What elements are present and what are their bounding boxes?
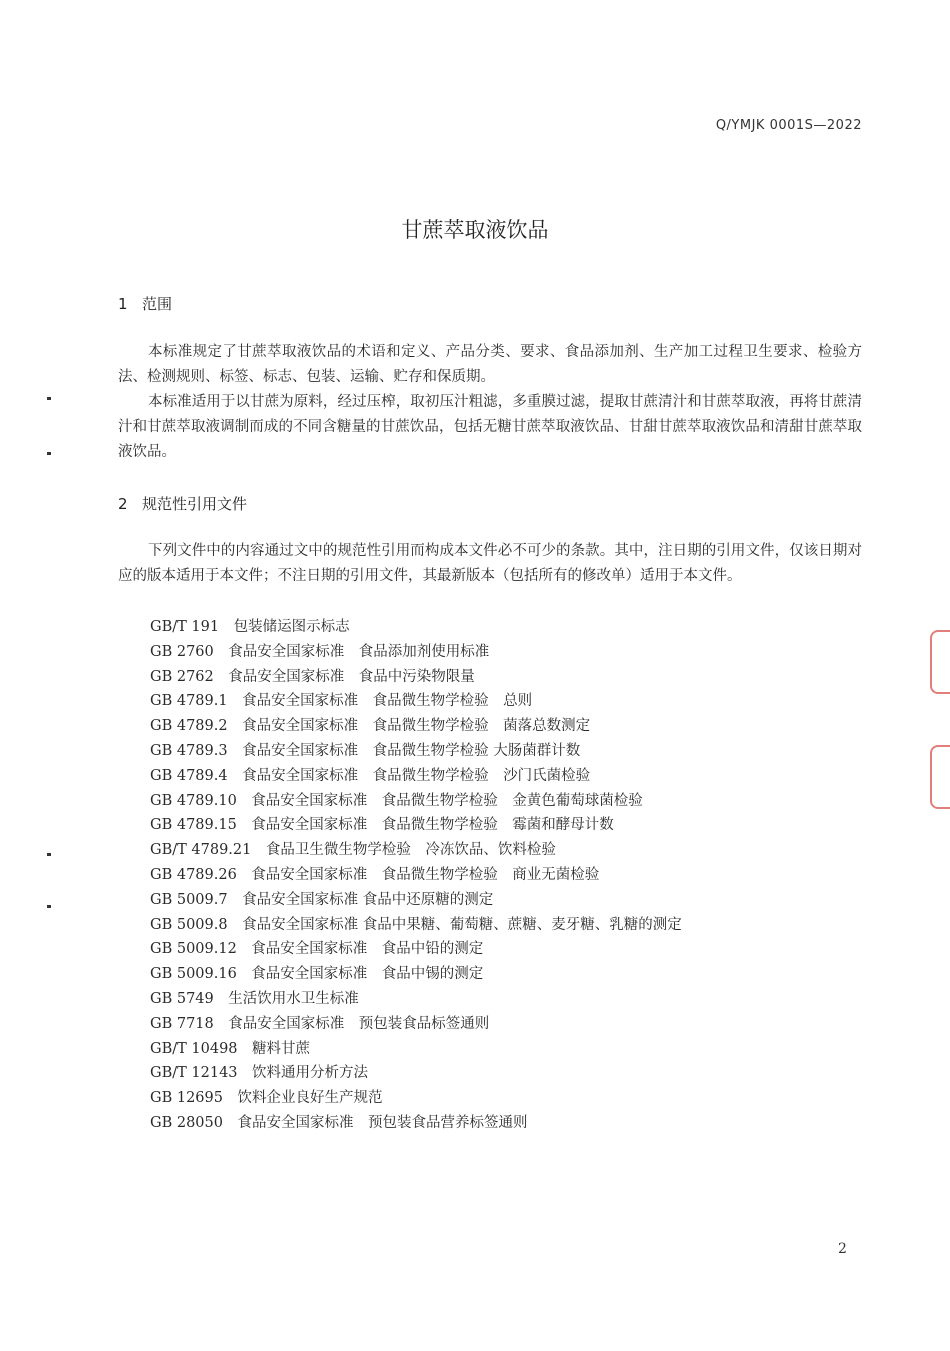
reference-item: GB 4789.26 食品安全国家标准 食品微生物学检验 商业无菌检验 [150,866,600,883]
reference-item: GB 2760 食品安全国家标准 食品添加剂使用标准 [150,643,490,660]
section-title: 规范性引用文件 [142,495,248,513]
section-number: 1 [118,295,128,313]
reference-item: GB 5749 生活饮用水卫生标准 [150,990,359,1007]
reference-item: GB 4789.4 食品安全国家标准 食品微生物学检验 沙门氏菌检验 [150,767,591,784]
reference-item: GB 5009.12 食品安全国家标准 食品中铅的测定 [150,941,484,958]
reference-item: GB 4789.2 食品安全国家标准 食品微生物学检验 菌落总数测定 [150,718,591,735]
reference-item: GB 5009.7 食品安全国家标准 食品中还原糖的测定 [150,891,494,908]
scan-mark [47,905,51,908]
reference-item: GB/T 10498 糖料甘蔗 [150,1040,311,1057]
reference-item: GB 5009.8 食品安全国家标准 食品中果糖、葡萄糖、蔗糖、麦牙糖、乳糖的测定 [150,916,682,933]
reference-item: GB 4789.10 食品安全国家标准 食品微生物学检验 金黄色葡萄球菌检验 [150,792,643,809]
page-number: 2 [838,1241,847,1257]
standard-code: Q/YMJK 0001S—2022 [715,118,862,133]
document-title: 甘蔗萃取液饮品 [401,218,549,242]
scope-paragraph-1: 本标准规定了甘蔗萃取液饮品的术语和定义、产品分类、要求、食品添加剂、生产加工过程卫生要求、检验方法、检测规则、标签、标志、包装、运输、贮存和保质期。 [118,344,862,385]
reference-item: GB 4789.1 食品安全国家标准 食品微生物学检验 总则 [150,693,533,710]
reference-item: GB/T 191 包装储运图示标志 [150,619,350,635]
reference-item: GB 5009.16 食品安全国家标准 食品中锡的测定 [150,966,484,983]
reference-item: GB/T 12143 饮料通用分析方法 [150,1065,369,1082]
section-title: 范围 [142,295,173,313]
reference-item: GB 4789.3 食品安全国家标准 食品微生物学检验 大肠菌群计数 [150,742,581,759]
scan-mark [47,452,51,455]
section-2-heading [118,493,247,514]
reference-item: GB 7718 食品安全国家标准 预包装食品标签通则 [150,1015,490,1032]
scope-paragraph-2: 本标准适用于以甘蔗为原料，经过压榨，取初压汁粗滤，多重膜过滤，提取甘蔗清汁和甘蔗萃取液，再将甘蔗清汁和甘蔗萃取液调制而成的不同含糖量的甘蔗饮品，包括无糖甘蔗萃取液饮品、甘甜甘蔗萃取液饮品和清甜甘蔗萃取液饮品。 [118,394,862,460]
reference-item: GB 4789.15 食品安全国家标准 食品微生物学检验 霉菌和酵母计数 [150,817,614,834]
reference-item: GB 28050 食品安全国家标准 预包装食品营养标签通则 [150,1114,528,1131]
reference-item: GB 12695 饮料企业良好生产规范 [150,1090,383,1107]
scan-mark [47,853,51,856]
reference-item: GB/T 4789.21 食品卫生微生物学检验 冷冻饮品、饮料检验 [150,842,556,859]
references-intro: 下列文件中的内容通过文中的规范性引用而构成本文件必不可少的条款。其中，注日期的引用文件，仅该日期对应的版本适用于本文件；不注日期的引用文件，其最新版本（包括所有的修改单）适用于本文件。 [118,543,862,584]
section-1-heading [118,293,172,314]
seal-stamp-fragment [930,745,950,809]
reference-item: GB 2762 食品安全国家标准 食品中污染物限量 [150,668,475,685]
scan-mark [47,397,51,400]
reference-list [150,615,682,1136]
seal-stamp-fragment [930,630,950,694]
section-number: 2 [118,495,128,513]
